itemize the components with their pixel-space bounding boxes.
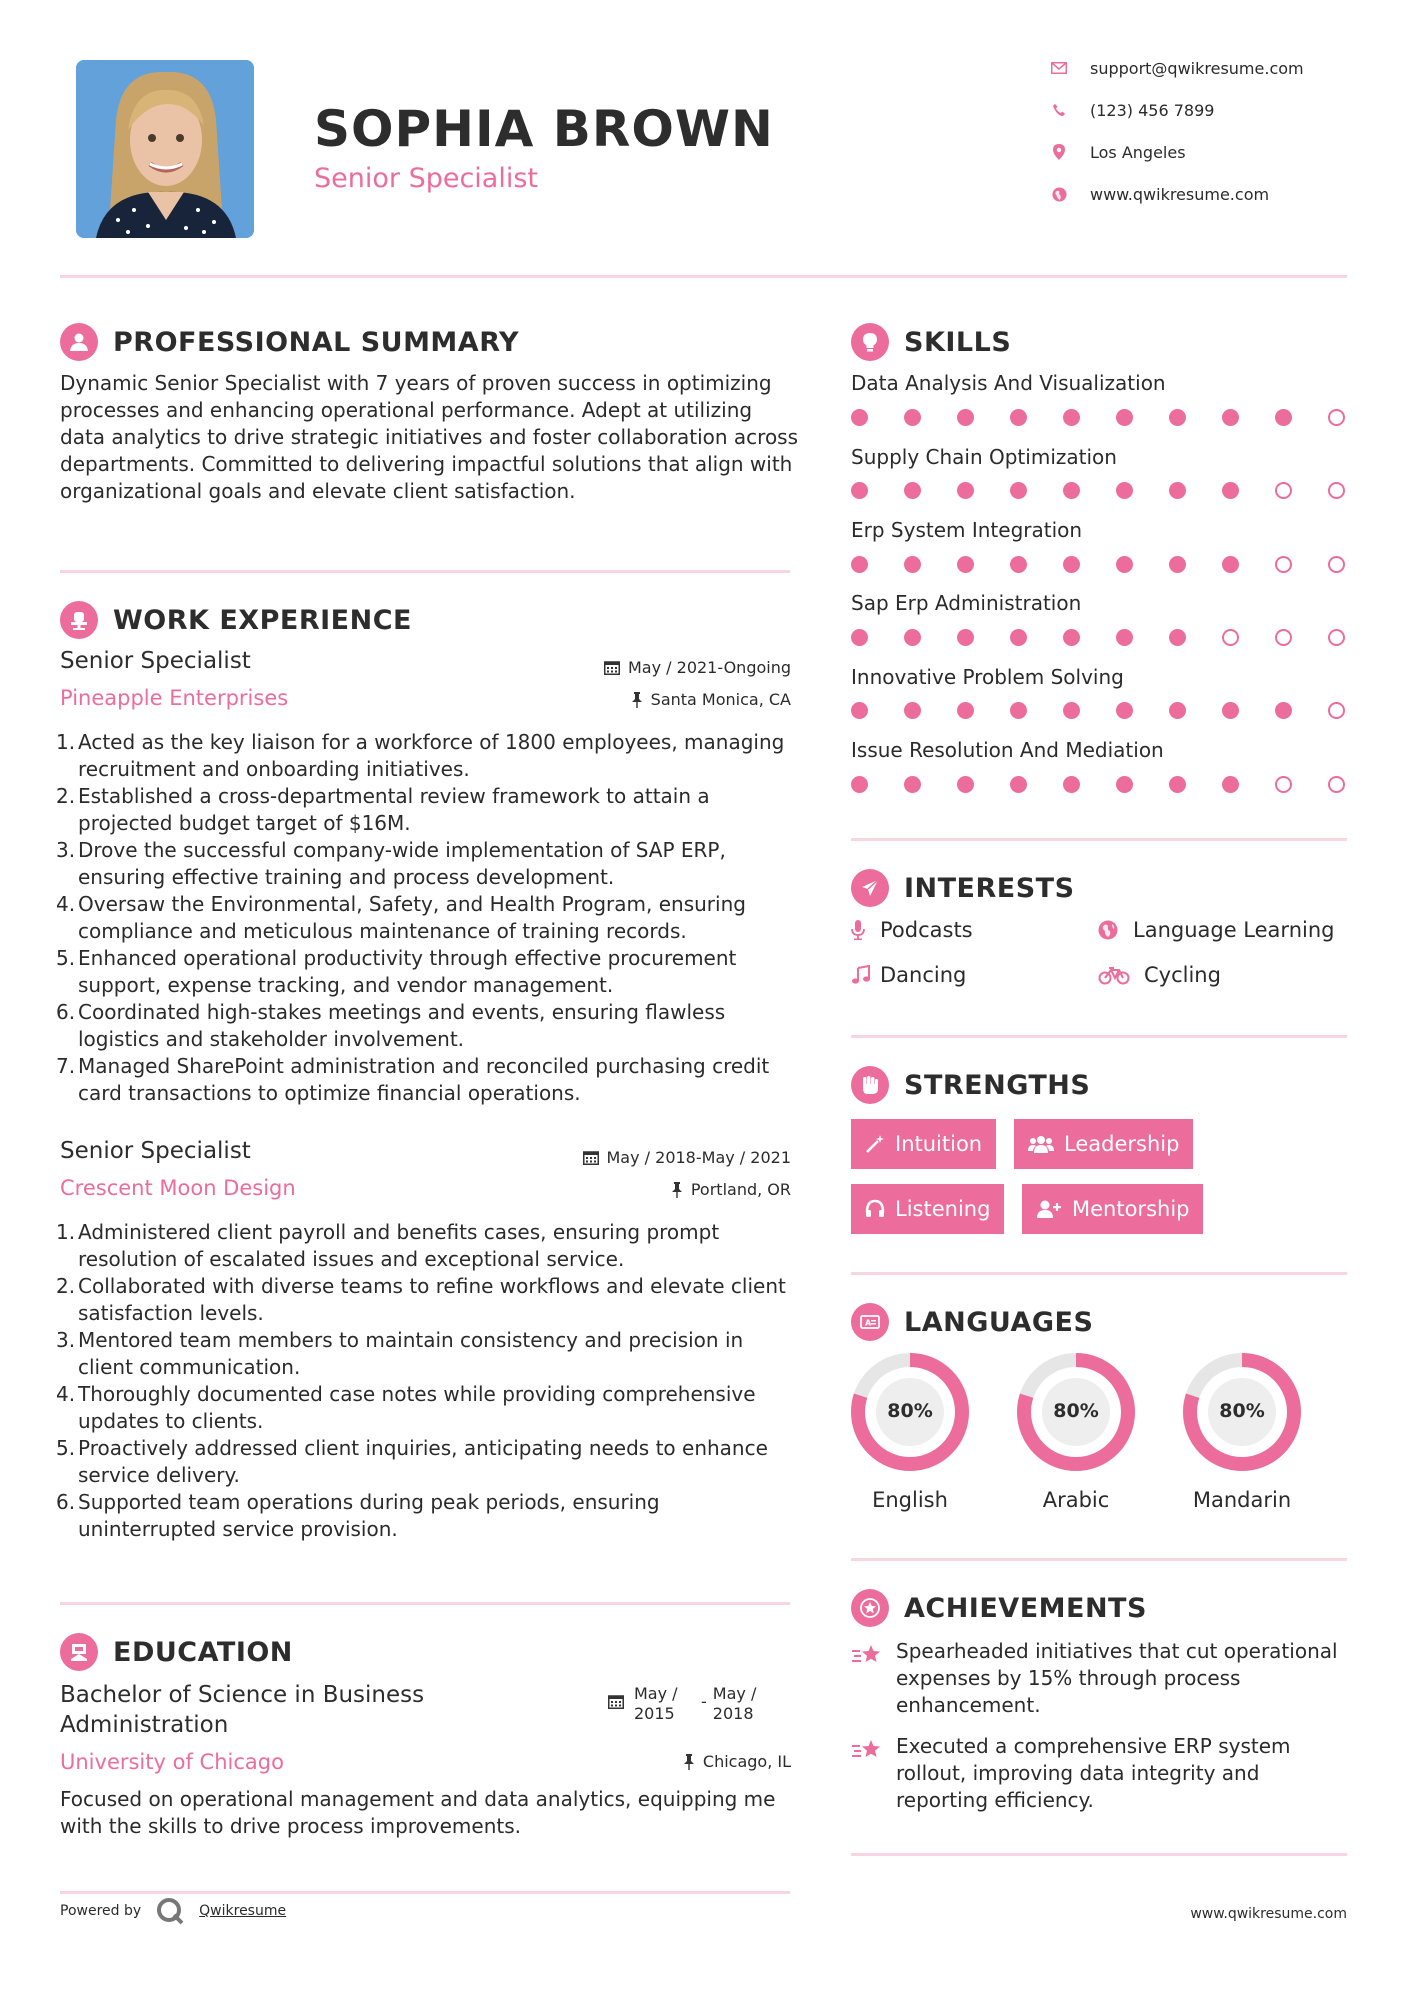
skill-dot-filled [1222, 776, 1239, 793]
language-name: Mandarin [1192, 1488, 1292, 1512]
skill-dot-empty [1328, 556, 1345, 573]
skill-dot-filled [904, 776, 921, 793]
list-item: 6. Coordinated high-stakes meetings and events, ensuring flawless logistics and stakeholder involvement. [56, 1000, 726, 1051]
job-location: Santa Monica, CA [480, 690, 791, 709]
experience-divider [60, 1602, 790, 1605]
skill-name: Issue Resolution And Mediation [851, 738, 1164, 762]
contact-website[interactable] [1048, 182, 1269, 206]
list-item: 3. Drove the successful company-wide implementation of SAP ERP, ensuring effective training and process development. [56, 838, 726, 889]
website-text: www.qwikresume.com [1090, 184, 1270, 204]
candidate-title: Senior Specialist [314, 163, 539, 194]
list-item: 7. Managed SharePoint administration and reconciled purchasing credit card transactions to optimize financial operations. [56, 1054, 770, 1105]
achievement-item: Executed a comprehensive ERP system rollout, improving data integrity and reporting efficiency. [851, 1733, 1347, 1814]
skill-dot-filled [851, 409, 868, 426]
microphone-icon [851, 920, 879, 940]
phone-icon [1048, 99, 1070, 121]
education-start-date: May / 2015 [634, 1684, 678, 1723]
list-item: 5. Enhanced operational productivity through effective procurement support, expense tracking, and vendor management. [56, 946, 737, 997]
skills-divider [851, 838, 1347, 841]
skill-dot-filled [904, 409, 921, 426]
strengths-heading: STRENGTHS [851, 1066, 1090, 1104]
location-text: Los Angeles [1090, 142, 1186, 162]
globe-icon [1048, 183, 1070, 205]
interest-item: Podcasts [851, 918, 973, 942]
skill-dot-empty [1328, 776, 1345, 793]
strength-chip: Intuition [851, 1119, 996, 1169]
calendar-icon [604, 660, 620, 675]
skill-rating [851, 556, 1345, 573]
skill-dot-empty [1328, 409, 1345, 426]
skill-dot-filled [1063, 482, 1080, 499]
language-name: English [872, 1488, 948, 1512]
location-pin-icon [1048, 141, 1070, 163]
job-title: Senior Specialist [60, 648, 251, 674]
headphones-icon [865, 1199, 885, 1219]
skill-dot-filled [1010, 409, 1027, 426]
skill-dot-filled [957, 482, 974, 499]
pushpin-icon [671, 1182, 683, 1198]
skill-dot-empty [1275, 629, 1292, 646]
skill-dot-filled [1010, 702, 1027, 719]
skill-name: Innovative Problem Solving [851, 665, 1124, 689]
skill-dot-filled [1222, 556, 1239, 573]
globe-icon [1098, 920, 1132, 940]
skill-name: Erp System Integration [851, 518, 1083, 542]
strengths-divider [851, 1272, 1347, 1275]
envelope-icon [1048, 57, 1070, 79]
skill-rating [851, 409, 1345, 426]
contact-location [1048, 140, 1186, 164]
summary-divider [60, 570, 790, 573]
achievements-heading: ACHIEVEMENTS [851, 1589, 1147, 1627]
skill-dot-filled [1010, 629, 1027, 646]
skill-dot-filled [957, 702, 974, 719]
graduation-icon [60, 1633, 98, 1671]
footer-website-link[interactable]: www.qwikresume.com [1190, 1906, 1347, 1922]
education-divider [60, 1891, 790, 1894]
calendar-icon [608, 1694, 624, 1709]
lightbulb-icon [851, 323, 889, 361]
strength-chip: Mentorship [1022, 1184, 1203, 1234]
skill-dot-filled [1063, 409, 1080, 426]
interests-heading: INTERESTS [851, 869, 1075, 907]
pushpin-icon [631, 692, 643, 708]
job-duties-list [56, 729, 800, 1107]
education-location: Chicago, IL [480, 1752, 791, 1771]
skill-dot-filled [1116, 629, 1133, 646]
list-item: 2. Collaborated with diverse teams to refine workflows and elevate client satisfaction levels. [56, 1274, 786, 1325]
list-item: 1. Administered client payroll and benefits cases, ensuring prompt resolution of escalated issues and exceptional service. [56, 1220, 720, 1271]
skill-dot-filled [851, 702, 868, 719]
magic-wand-icon [865, 1134, 885, 1154]
skill-dot-filled [1169, 482, 1186, 499]
experience-heading: WORK EXPERIENCE [60, 601, 412, 639]
education-end-date: May / 2018 [712, 1684, 757, 1723]
candidate-name: SOPHIA BROWN [314, 100, 774, 158]
skill-dot-filled [1116, 409, 1133, 426]
skill-dot-filled [1222, 482, 1239, 499]
job-location: Portland, OR [480, 1180, 791, 1199]
skill-dot-filled [1275, 409, 1292, 426]
languages-heading: A LANGUAGES [851, 1303, 1093, 1341]
skill-dot-filled [1063, 776, 1080, 793]
skill-dot-filled [851, 482, 868, 499]
phone-text: (123) 456 7899 [1090, 100, 1215, 120]
list-item: 4. Oversaw the Environmental, Safety, and Health Program, ensuring compliance and meticulous maintenance of training records. [56, 892, 746, 943]
list-item: 2. Established a cross-departmental review framework to attain a projected budget target of $16M. [56, 784, 710, 835]
skill-dot-filled [1010, 482, 1027, 499]
skill-dot-filled [1010, 776, 1027, 793]
skill-dot-filled [1169, 776, 1186, 793]
strength-chip: Leadership [1014, 1119, 1193, 1169]
paper-plane-icon [851, 869, 889, 907]
list-item: 4. Thoroughly documented case notes while providing comprehensive updates to clients. [56, 1382, 756, 1433]
company-name: Pineapple Enterprises [60, 686, 289, 710]
skill-rating [851, 702, 1345, 719]
language-card-icon [851, 1303, 889, 1341]
skill-dot-filled [904, 482, 921, 499]
skill-dot-filled [957, 629, 974, 646]
contact-phone[interactable] [1048, 98, 1214, 122]
skill-dot-filled [1222, 409, 1239, 426]
shooting-star-icon [851, 1638, 896, 1719]
job-date: May / 2018-May / 2021 [480, 1148, 791, 1167]
education-dates [608, 1684, 768, 1724]
education-heading: EDUCATION [60, 1633, 293, 1671]
achievement-item: Spearheaded initiatives that cut operational expenses by 15% through process enhancement. [851, 1638, 1347, 1719]
list-item: 6. Supported team operations during peak periods, ensuring uninterrupted service provision. [56, 1490, 660, 1541]
skill-dot-filled [1169, 629, 1186, 646]
company-name: Crescent Moon Design [60, 1176, 296, 1200]
skill-dot-empty [1275, 556, 1292, 573]
skill-dot-filled [1275, 702, 1292, 719]
pushpin-icon [683, 1754, 695, 1770]
language-percent: 80% [887, 1400, 933, 1422]
job-title: Senior Specialist [60, 1138, 251, 1164]
skill-dot-filled [1169, 556, 1186, 573]
skill-dot-filled [1063, 702, 1080, 719]
skill-dot-filled [1116, 556, 1133, 573]
summary-heading: PROFESSIONAL SUMMARY [60, 323, 519, 361]
skill-dot-empty [1328, 702, 1345, 719]
skill-dot-filled [1169, 702, 1186, 719]
skill-dot-empty [1275, 776, 1292, 793]
fist-icon [851, 1066, 889, 1104]
skill-name: Supply Chain Optimization [851, 445, 1117, 469]
list-item: 1. Acted as the key liaison for a workforce of 1800 employees, managing recruitment and onboarding initiatives. [56, 730, 785, 781]
music-note-icon [851, 965, 879, 985]
skills-heading: SKILLS [851, 323, 1011, 361]
job-duties-list [56, 1219, 800, 1543]
skill-dot-filled [851, 776, 868, 793]
skill-dot-filled [1116, 702, 1133, 719]
education-description: Focused on operational management and data analytics, equipping me with the skills to drive process improvements. [60, 1787, 776, 1838]
skill-dot-filled [957, 409, 974, 426]
footer-powered-by: Powered by Qwikresume [60, 1896, 286, 1926]
svg-text:A: A [865, 1318, 872, 1328]
skill-dot-filled [1063, 629, 1080, 646]
skill-dot-filled [904, 556, 921, 573]
skill-rating [851, 482, 1345, 499]
bicycle-icon [1098, 965, 1143, 985]
skill-dot-empty [1328, 629, 1345, 646]
calendar-icon [583, 1150, 599, 1165]
skill-dot-filled [1063, 556, 1080, 573]
contact-email[interactable] [1048, 56, 1304, 80]
header-divider [60, 275, 1347, 278]
languages-divider [851, 1558, 1347, 1561]
school-name: University of Chicago [60, 1750, 284, 1774]
degree-name: Bachelor of Science in Business Administration [60, 1682, 425, 1738]
qwikresume-link[interactable]: Qwikresume [199, 1903, 287, 1919]
interest-item: Cycling [1098, 963, 1221, 987]
skill-dot-filled [1116, 482, 1133, 499]
interest-item: Dancing [851, 963, 966, 987]
user-icon [60, 323, 98, 361]
skill-dot-filled [904, 702, 921, 719]
list-item: 5. Proactively addressed client inquiries, anticipating needs to enhance service delivery. [56, 1436, 768, 1487]
language-name: Arabic [1042, 1488, 1110, 1512]
skill-dot-empty [1222, 629, 1239, 646]
interests-divider [851, 1035, 1347, 1038]
add-user-icon [1036, 1199, 1062, 1219]
profile-photo [76, 60, 254, 238]
skill-dot-filled [851, 556, 868, 573]
shooting-star-icon [851, 1733, 896, 1814]
skill-dot-filled [1116, 776, 1133, 793]
achievements-divider [851, 1853, 1347, 1856]
skill-dot-filled [1222, 702, 1239, 719]
skill-dot-filled [851, 629, 868, 646]
skill-dot-filled [1169, 409, 1186, 426]
group-icon [1028, 1134, 1054, 1154]
skill-dot-filled [957, 556, 974, 573]
language-percent: 80% [1053, 1400, 1099, 1422]
qwikresume-logo-icon [155, 1896, 185, 1926]
skill-dot-filled [957, 776, 974, 793]
skill-dot-empty [1328, 482, 1345, 499]
skill-rating [851, 629, 1345, 646]
skill-dot-filled [1010, 556, 1027, 573]
email-text: support@qwikresume.com [1090, 58, 1304, 78]
date-separator: - [701, 1692, 707, 1711]
strength-chip: Listening [851, 1184, 1004, 1234]
skill-dot-filled [904, 629, 921, 646]
interest-item: Language Learning [1098, 918, 1334, 942]
star-badge-icon [851, 1589, 889, 1627]
list-item: 3. Mentored team members to maintain consistency and precision in client communication. [56, 1328, 744, 1379]
skill-name: Sap Erp Administration [851, 591, 1082, 615]
skill-dot-empty [1275, 482, 1292, 499]
skill-name: Data Analysis And Visualization [851, 371, 1166, 395]
skill-rating [851, 776, 1345, 793]
summary-text: Dynamic Senior Specialist with 7 years of proven success in optimizing processes and enhancing operational performance. Adept at utilizing data analytics to drive strategic initiatives and foster collaboration across departments. Committed to delivering impactful solutions that align with organizational goals and elevate client satisfaction. [60, 371, 799, 503]
language-percent: 80% [1219, 1400, 1265, 1422]
briefcase-icon [60, 601, 98, 639]
job-date: May / 2021-Ongoing [480, 658, 791, 677]
